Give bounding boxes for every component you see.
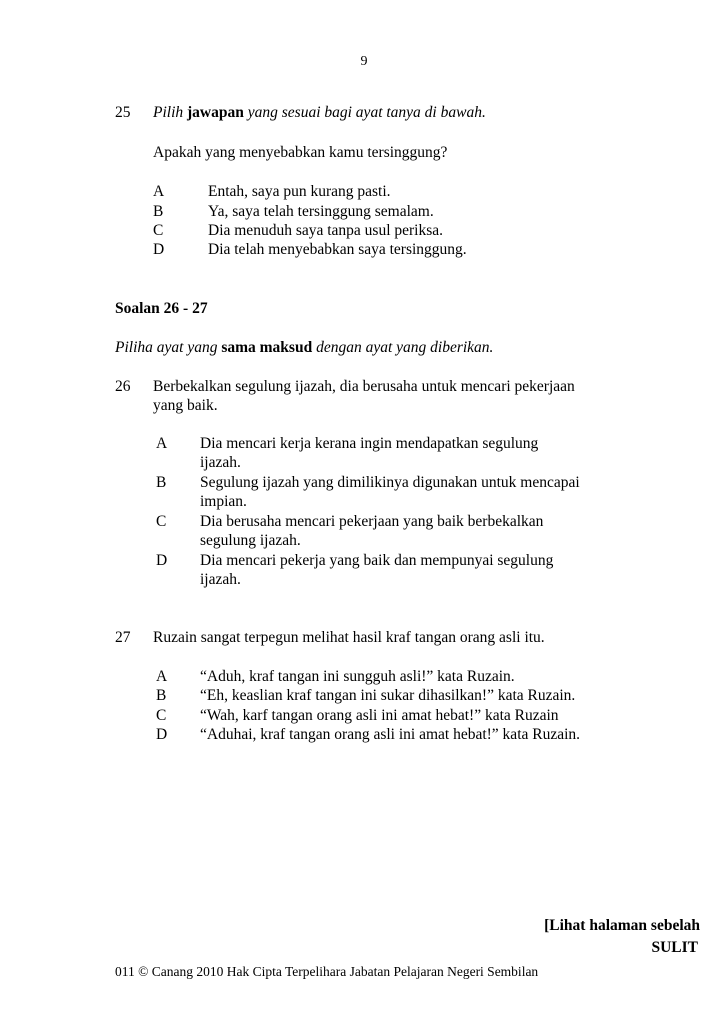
option-letter: B — [153, 203, 164, 220]
page-number: 9 — [360, 54, 368, 69]
instruction-bold: jawapan — [187, 104, 244, 121]
option-text: “Aduh, kraf tangan ini sungguh asli!” kata Ruzain. — [200, 668, 515, 685]
section-instruction — [115, 338, 493, 357]
option-text: impian. — [200, 493, 247, 510]
option-letter: D — [156, 726, 168, 743]
question-26-stem: Berbekalkan segulung ijazah, dia berusaha untuk mencari pekerjaan — [153, 378, 575, 395]
instruction-text: Piliha ayat yang — [115, 339, 218, 356]
option-text: Dia telah menyebabkan saya tersinggung. — [208, 241, 467, 258]
question-25-number: 25 — [115, 104, 131, 121]
question-25-stem: Apakah yang menyebabkan kamu tersinggung? — [153, 144, 448, 161]
instruction-text: Pilih — [153, 104, 184, 121]
option-letter: C — [156, 513, 167, 530]
question-26-stem: yang baik. — [153, 397, 218, 414]
next-page-note: [Lihat halaman sebelah — [544, 917, 700, 934]
option-letter: C — [153, 222, 164, 239]
question-25-instruction — [153, 103, 486, 122]
option-letter: B — [156, 474, 167, 491]
option-text: Ya, saya telah tersinggung semalam. — [208, 203, 434, 220]
option-text: Dia menuduh saya tanpa usul periksa. — [208, 222, 444, 239]
option-letter: A — [153, 183, 165, 200]
question-27-stem: Ruzain sangat terpegun melihat hasil kraf tangan orang asli itu. — [153, 629, 545, 646]
option-letter: B — [156, 687, 167, 704]
option-letter: A — [156, 668, 168, 685]
option-text: Entah, saya pun kurang pasti. — [208, 183, 391, 200]
option-text: Dia berusaha mencari pekerjaan yang baik berbekalkan — [200, 513, 544, 530]
section-heading: Soalan 26 - 27 — [115, 300, 208, 317]
instruction-text: dengan ayat yang diberikan. — [316, 339, 494, 356]
option-letter: A — [156, 435, 168, 452]
option-text: “Wah, karf tangan orang asli ini amat hebat!” kata Ruzain — [200, 707, 559, 724]
instruction-bold: sama maksud — [221, 339, 313, 356]
instruction-text: yang sesuai bagi ayat tanya di bawah. — [247, 104, 486, 121]
option-text: “Eh, keaslian kraf tangan ini sukar dihasilkan!” kata Ruzain. — [200, 687, 576, 704]
option-letter: D — [156, 552, 168, 569]
option-letter: D — [153, 241, 165, 258]
question-26-number: 26 — [115, 378, 131, 395]
option-text: “Aduhai, kraf tangan orang asli ini amat hebat!” kata Ruzain. — [200, 726, 581, 743]
option-text: ijazah. — [200, 454, 241, 471]
copyright-footer: 011 © Canang 2010 Hak Cipta Terpelihara Jabatan Pelajaran Negeri Sembilan — [115, 964, 539, 979]
option-letter: C — [156, 707, 167, 724]
classification-label: SULIT — [651, 939, 698, 956]
option-text: Dia mencari kerja kerana ingin mendapatkan segulung — [200, 435, 539, 452]
option-text: segulung ijazah. — [200, 532, 301, 549]
option-text: Dia mencari pekerja yang baik dan mempunyai segulung — [200, 552, 554, 569]
option-text: ijazah. — [200, 571, 241, 588]
question-27-number: 27 — [115, 629, 131, 646]
option-text: Segulung ijazah yang dimilikinya digunakan untuk mencapai — [200, 474, 580, 491]
